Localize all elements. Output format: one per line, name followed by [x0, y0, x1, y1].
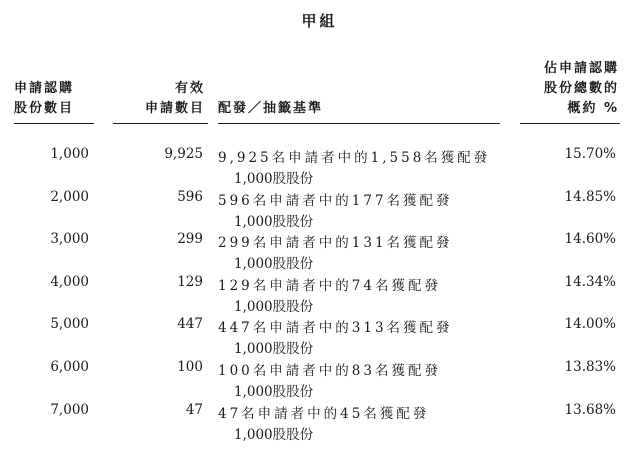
approx-pct-cell: 14.00% — [564, 316, 616, 333]
shares-applied-cell: 2,000 — [50, 188, 89, 205]
header-basis-line: 配發／抽籤基準 — [218, 101, 324, 116]
table-row — [0, 231, 639, 274]
basis-line: 129名申請者中的74名獲配發 — [218, 277, 441, 294]
shares-applied-cell: 1,000 — [50, 146, 89, 162]
table-row — [0, 189, 639, 232]
header-basis — [218, 99, 323, 119]
basis-cell — [218, 359, 441, 400]
approx-pct-cell: 14.60% — [564, 231, 616, 248]
approx-pct-cell: 13.83% — [564, 358, 616, 375]
header-rule — [520, 123, 620, 124]
valid-applications-cell: 9,925 — [164, 146, 203, 162]
basis-line: 47名申請者中的45名獲配發 — [218, 405, 430, 422]
table-row — [0, 359, 639, 402]
basis-line: 447名申請者中的313名獲配發 — [218, 320, 453, 337]
basis-line: 1,000股股份 — [234, 426, 314, 443]
shares-applied-cell: 3,000 — [50, 231, 89, 248]
header-rule — [113, 123, 208, 124]
header-valid-applications — [145, 79, 205, 119]
basis-cell — [218, 402, 429, 443]
basis-line: 1,000股股份 — [234, 171, 314, 187]
valid-applications-cell: 47 — [185, 401, 203, 418]
basis-line: 1,000股股份 — [234, 298, 314, 315]
basis-line: 100名申請者中的83名獲配發 — [218, 362, 441, 379]
header-approx-pct-line: 概約 % — [567, 101, 619, 116]
basis-line: 9,925名申請者中的1,558名獲配發 — [218, 150, 491, 166]
header-valid-applications-line: 申請數目 — [144, 101, 205, 116]
basis-cell — [218, 231, 453, 272]
allocation-table-body — [0, 146, 639, 444]
basis-cell — [218, 146, 490, 187]
valid-applications-cell: 447 — [177, 316, 203, 333]
basis-line: 1,000股股份 — [234, 256, 314, 273]
header-rule — [218, 123, 500, 124]
group-title: 甲組 — [301, 12, 338, 30]
header-shares-applied-line: 股份數目 — [14, 101, 75, 116]
approx-pct-cell: 15.70% — [564, 146, 616, 162]
table-row — [0, 402, 639, 445]
basis-line: 596名申請者中的177名獲配發 — [218, 192, 453, 209]
header-approx-pct-line: 股份總數的 — [543, 81, 619, 96]
valid-applications-cell: 596 — [177, 188, 203, 205]
basis-cell — [218, 189, 453, 230]
shares-applied-cell: 6,000 — [50, 358, 89, 375]
basis-cell — [218, 274, 441, 315]
valid-applications-cell: 100 — [177, 358, 203, 375]
approx-pct-cell: 14.85% — [564, 188, 616, 205]
valid-applications-cell: 129 — [177, 273, 203, 290]
shares-applied-cell: 5,000 — [50, 316, 89, 333]
header-approx-pct-line: 佔申請認購 — [543, 61, 619, 76]
table-row — [0, 316, 639, 359]
header-shares-applied-line: 申請認購 — [14, 81, 75, 96]
header-approx-pct — [544, 59, 619, 119]
approx-pct-cell: 14.34% — [564, 273, 616, 290]
header-rule — [14, 123, 94, 124]
basis-line: 299名申請者中的131名獲配發 — [218, 235, 453, 252]
table-row — [0, 146, 639, 189]
header-valid-applications-line: 有效 — [174, 81, 205, 96]
table-row — [0, 274, 639, 317]
basis-cell — [218, 316, 453, 357]
shares-applied-cell: 7,000 — [50, 401, 89, 418]
basis-line: 1,000股股份 — [234, 383, 314, 400]
valid-applications-cell: 299 — [177, 231, 203, 248]
shares-applied-cell: 4,000 — [50, 273, 89, 290]
header-shares-applied — [14, 79, 74, 119]
approx-pct-cell: 13.68% — [564, 401, 616, 418]
basis-line: 1,000股股份 — [234, 341, 314, 358]
basis-line: 1,000股股份 — [234, 213, 314, 230]
